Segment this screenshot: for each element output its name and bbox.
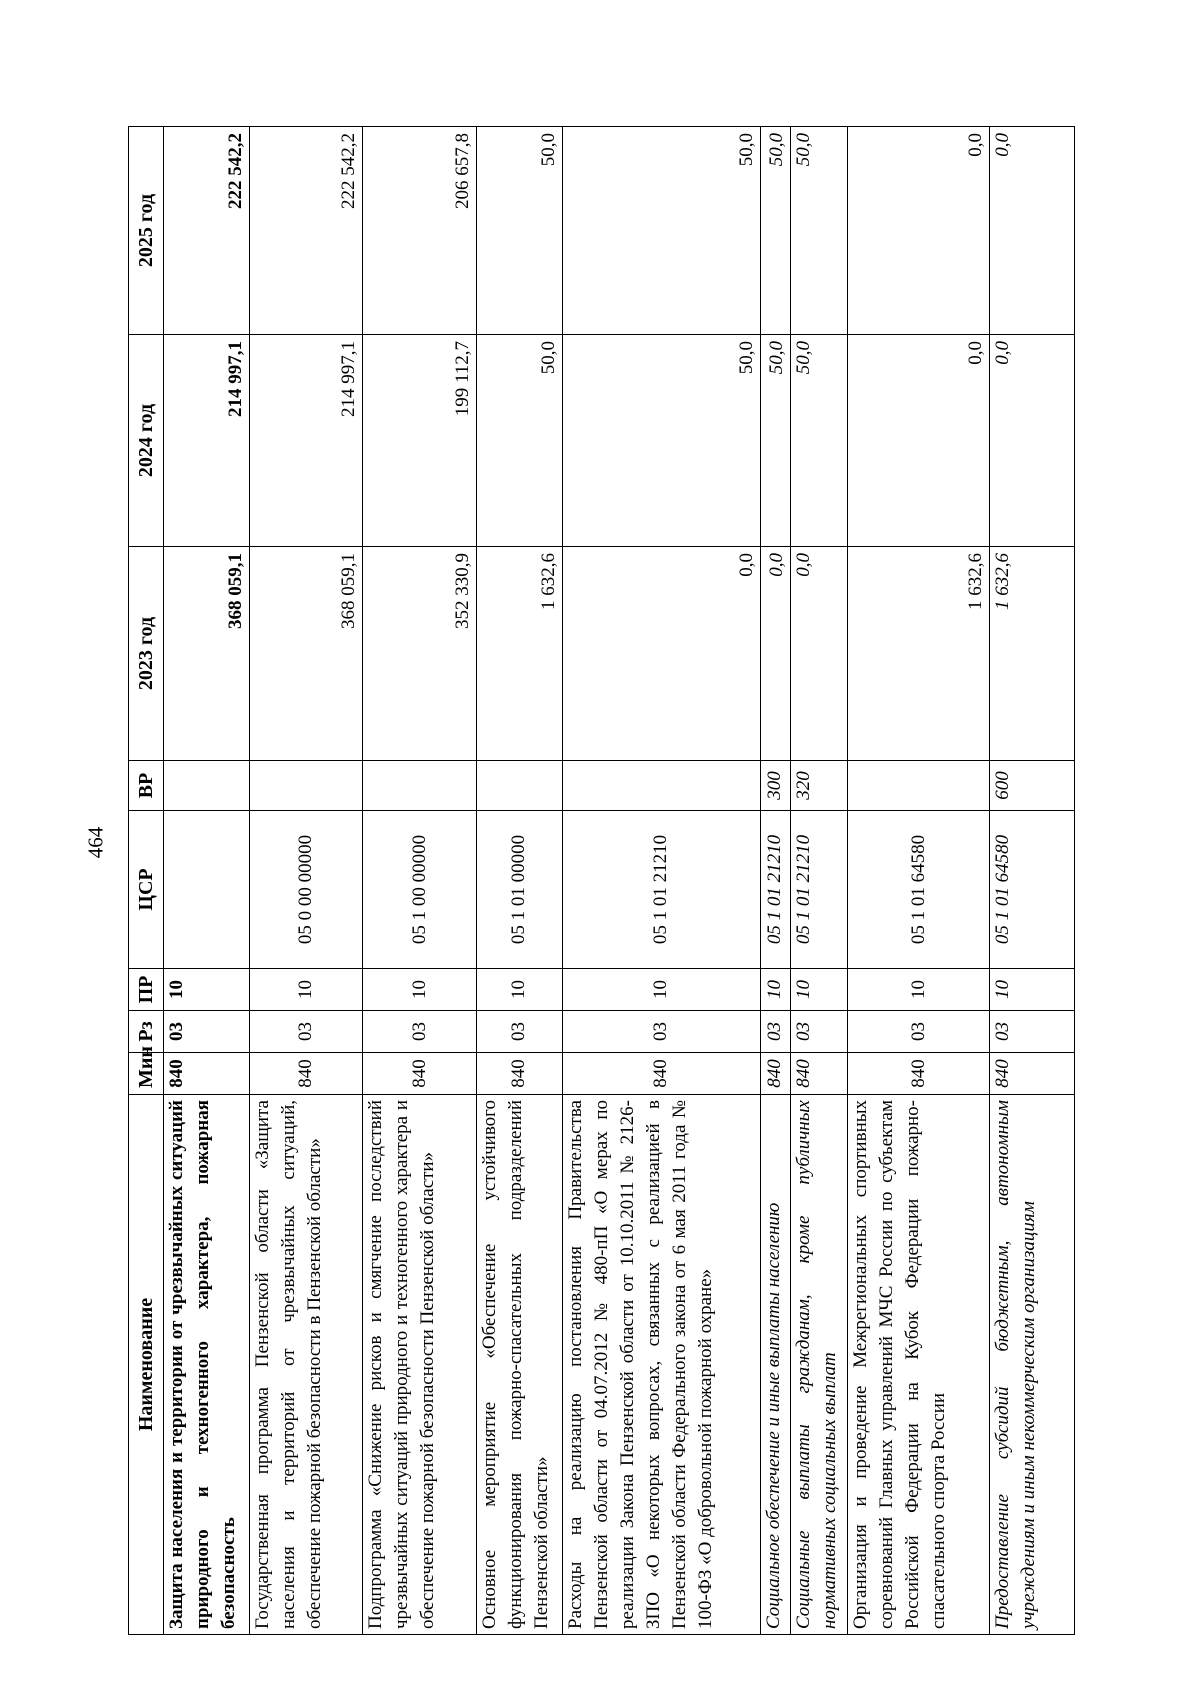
cell-min: 840 [761,1053,790,1095]
cell-pr: 10 [989,969,1074,1011]
cell-2024: 50,0 [476,335,562,547]
cell-2025: 50,0 [562,127,760,335]
cell-2023: 1 632,6 [848,547,990,761]
cell-rz: 03 [476,1011,562,1053]
cell-csr: 05 1 01 00000 [476,811,562,969]
cell-2025: 222 542,2 [250,127,363,335]
cell-min: 840 [363,1053,476,1095]
cell-rz: 03 [848,1011,990,1053]
cell-2025: 50,0 [761,127,790,335]
header-min: Мин [129,1053,164,1095]
cell-2025: 50,0 [790,127,848,335]
cell-2023: 0,0 [790,547,848,761]
cell-pr: 10 [164,969,250,1011]
cell-min: 840 [476,1053,562,1095]
cell-pr: 10 [761,969,790,1011]
cell-pr: 10 [476,969,562,1011]
cell-vr [164,761,250,811]
table-header-row [129,127,164,1635]
cell-2024: 50,0 [790,335,848,547]
cell-csr: 05 1 00 00000 [363,811,476,969]
cell-2025: 0,0 [989,127,1074,335]
cell-2025: 222 542,2 [164,127,250,335]
table-row [164,127,250,1635]
header-2024: 2024 год [129,335,164,547]
cell-name: Организация и проведение Межрегиональных спортивных соревнований Главных управлений МЧС России по субъектам Российской Федерации на Кубок Федерации пожарно-спасательного спорта России [848,1095,990,1635]
cell-rz: 03 [164,1011,250,1053]
cell-pr: 10 [363,969,476,1011]
cell-vr: 300 [761,761,790,811]
cell-vr [848,761,990,811]
cell-pr: 10 [790,969,848,1011]
cell-pr: 10 [562,969,760,1011]
cell-2023: 0,0 [761,547,790,761]
cell-rz: 03 [250,1011,363,1053]
table-row [989,127,1074,1635]
cell-vr: 600 [989,761,1074,811]
cell-2023: 368 059,1 [250,547,363,761]
cell-2023: 0,0 [562,547,760,761]
cell-vr [562,761,760,811]
cell-pr: 10 [848,969,990,1011]
cell-vr: 320 [790,761,848,811]
cell-name: Подпрограмма «Снижение рисков и смягчение последствий чрезвычайных ситуаций природного и техногенного характера и обеспечение пожарной безопасности Пензенской области» [363,1095,476,1635]
cell-2023: 1 632,6 [476,547,562,761]
cell-min: 840 [989,1053,1074,1095]
cell-min: 840 [250,1053,363,1095]
header-2023: 2023 год [129,547,164,761]
cell-name: Социальные выплаты гражданам, кроме публичных нормативных социальных выплат [790,1095,848,1635]
cell-min: 840 [164,1053,250,1095]
cell-2023: 368 059,1 [164,547,250,761]
cell-rz: 03 [790,1011,848,1053]
cell-rz: 03 [363,1011,476,1053]
cell-2025: 50,0 [476,127,562,335]
cell-name: Основное мероприятие «Обеспечение устойчивого функционирования пожарно-спасательных подразделений Пензенской области» [476,1095,562,1635]
cell-2024: 50,0 [761,335,790,547]
header-name: Наименование [129,1095,164,1635]
cell-name: Защита населения и территории от чрезвычайных ситуаций природного и техногенного характера, пожарная безопасность [164,1095,250,1635]
cell-csr: 05 0 00 00000 [250,811,363,969]
cell-name: Социальное обеспечение и иные выплаты населению [761,1095,790,1635]
cell-min: 840 [790,1053,848,1095]
cell-min: 840 [562,1053,760,1095]
cell-2024: 50,0 [562,335,760,547]
cell-csr: 05 1 01 64580 [989,811,1074,969]
cell-vr [250,761,363,811]
cell-csr: 05 1 01 64580 [848,811,990,969]
cell-name: Государственная программа Пензенской области «Защита населения и территорий от чрезвычайных ситуаций, обеспечение пожарной безопасности в Пензенской области» [250,1095,363,1635]
table-row [476,127,562,1635]
header-rz: Рз [129,1011,164,1053]
cell-csr [164,811,250,969]
budget-table [128,126,1075,1635]
budget-table-container [128,127,1075,1635]
cell-rz: 03 [562,1011,760,1053]
table-row [761,127,790,1635]
cell-csr: 05 1 01 21210 [562,811,760,969]
cell-2023: 1 632,6 [989,547,1074,761]
cell-2024: 0,0 [848,335,990,547]
cell-2024: 214 997,1 [250,335,363,547]
cell-rz: 03 [761,1011,790,1053]
cell-2024: 214 997,1 [164,335,250,547]
cell-pr: 10 [250,969,363,1011]
table-row [790,127,848,1635]
header-vr: ВР [129,761,164,811]
cell-name: Расходы на реализацию постановления Правительства Пензенской области от 04.07.2012 № 480-пП «О мерах по реализации Закона Пензенской области от 10.10.2011 № 2126-ЗПО «О некоторых вопросах, связанных с реализацией в Пензенской области Федерального закона от 6 мая 2011 года № 100-ФЗ «О добровольной пожарной охране» [562,1095,760,1635]
cell-csr: 05 1 01 21210 [761,811,790,969]
table-row [848,127,990,1635]
cell-2024: 199 112,7 [363,335,476,547]
header-2025: 2025 год [129,127,164,335]
cell-name: Предоставление субсидий бюджетным, автономным учреждениям и иным некоммерческим организациям [989,1095,1074,1635]
cell-csr: 05 1 01 21210 [790,811,848,969]
table-row [250,127,363,1635]
cell-2025: 206 657,8 [363,127,476,335]
page-number: 464 [83,826,108,859]
cell-rz: 03 [989,1011,1074,1053]
cell-2025: 0,0 [848,127,990,335]
cell-2023: 352 330,9 [363,547,476,761]
header-csr: ЦСР [129,811,164,969]
table-row [363,127,476,1635]
table-row [562,127,760,1635]
cell-vr [363,761,476,811]
header-pr: ПР [129,969,164,1011]
cell-vr [476,761,562,811]
cell-min: 840 [848,1053,990,1095]
cell-2024: 0,0 [989,335,1074,547]
